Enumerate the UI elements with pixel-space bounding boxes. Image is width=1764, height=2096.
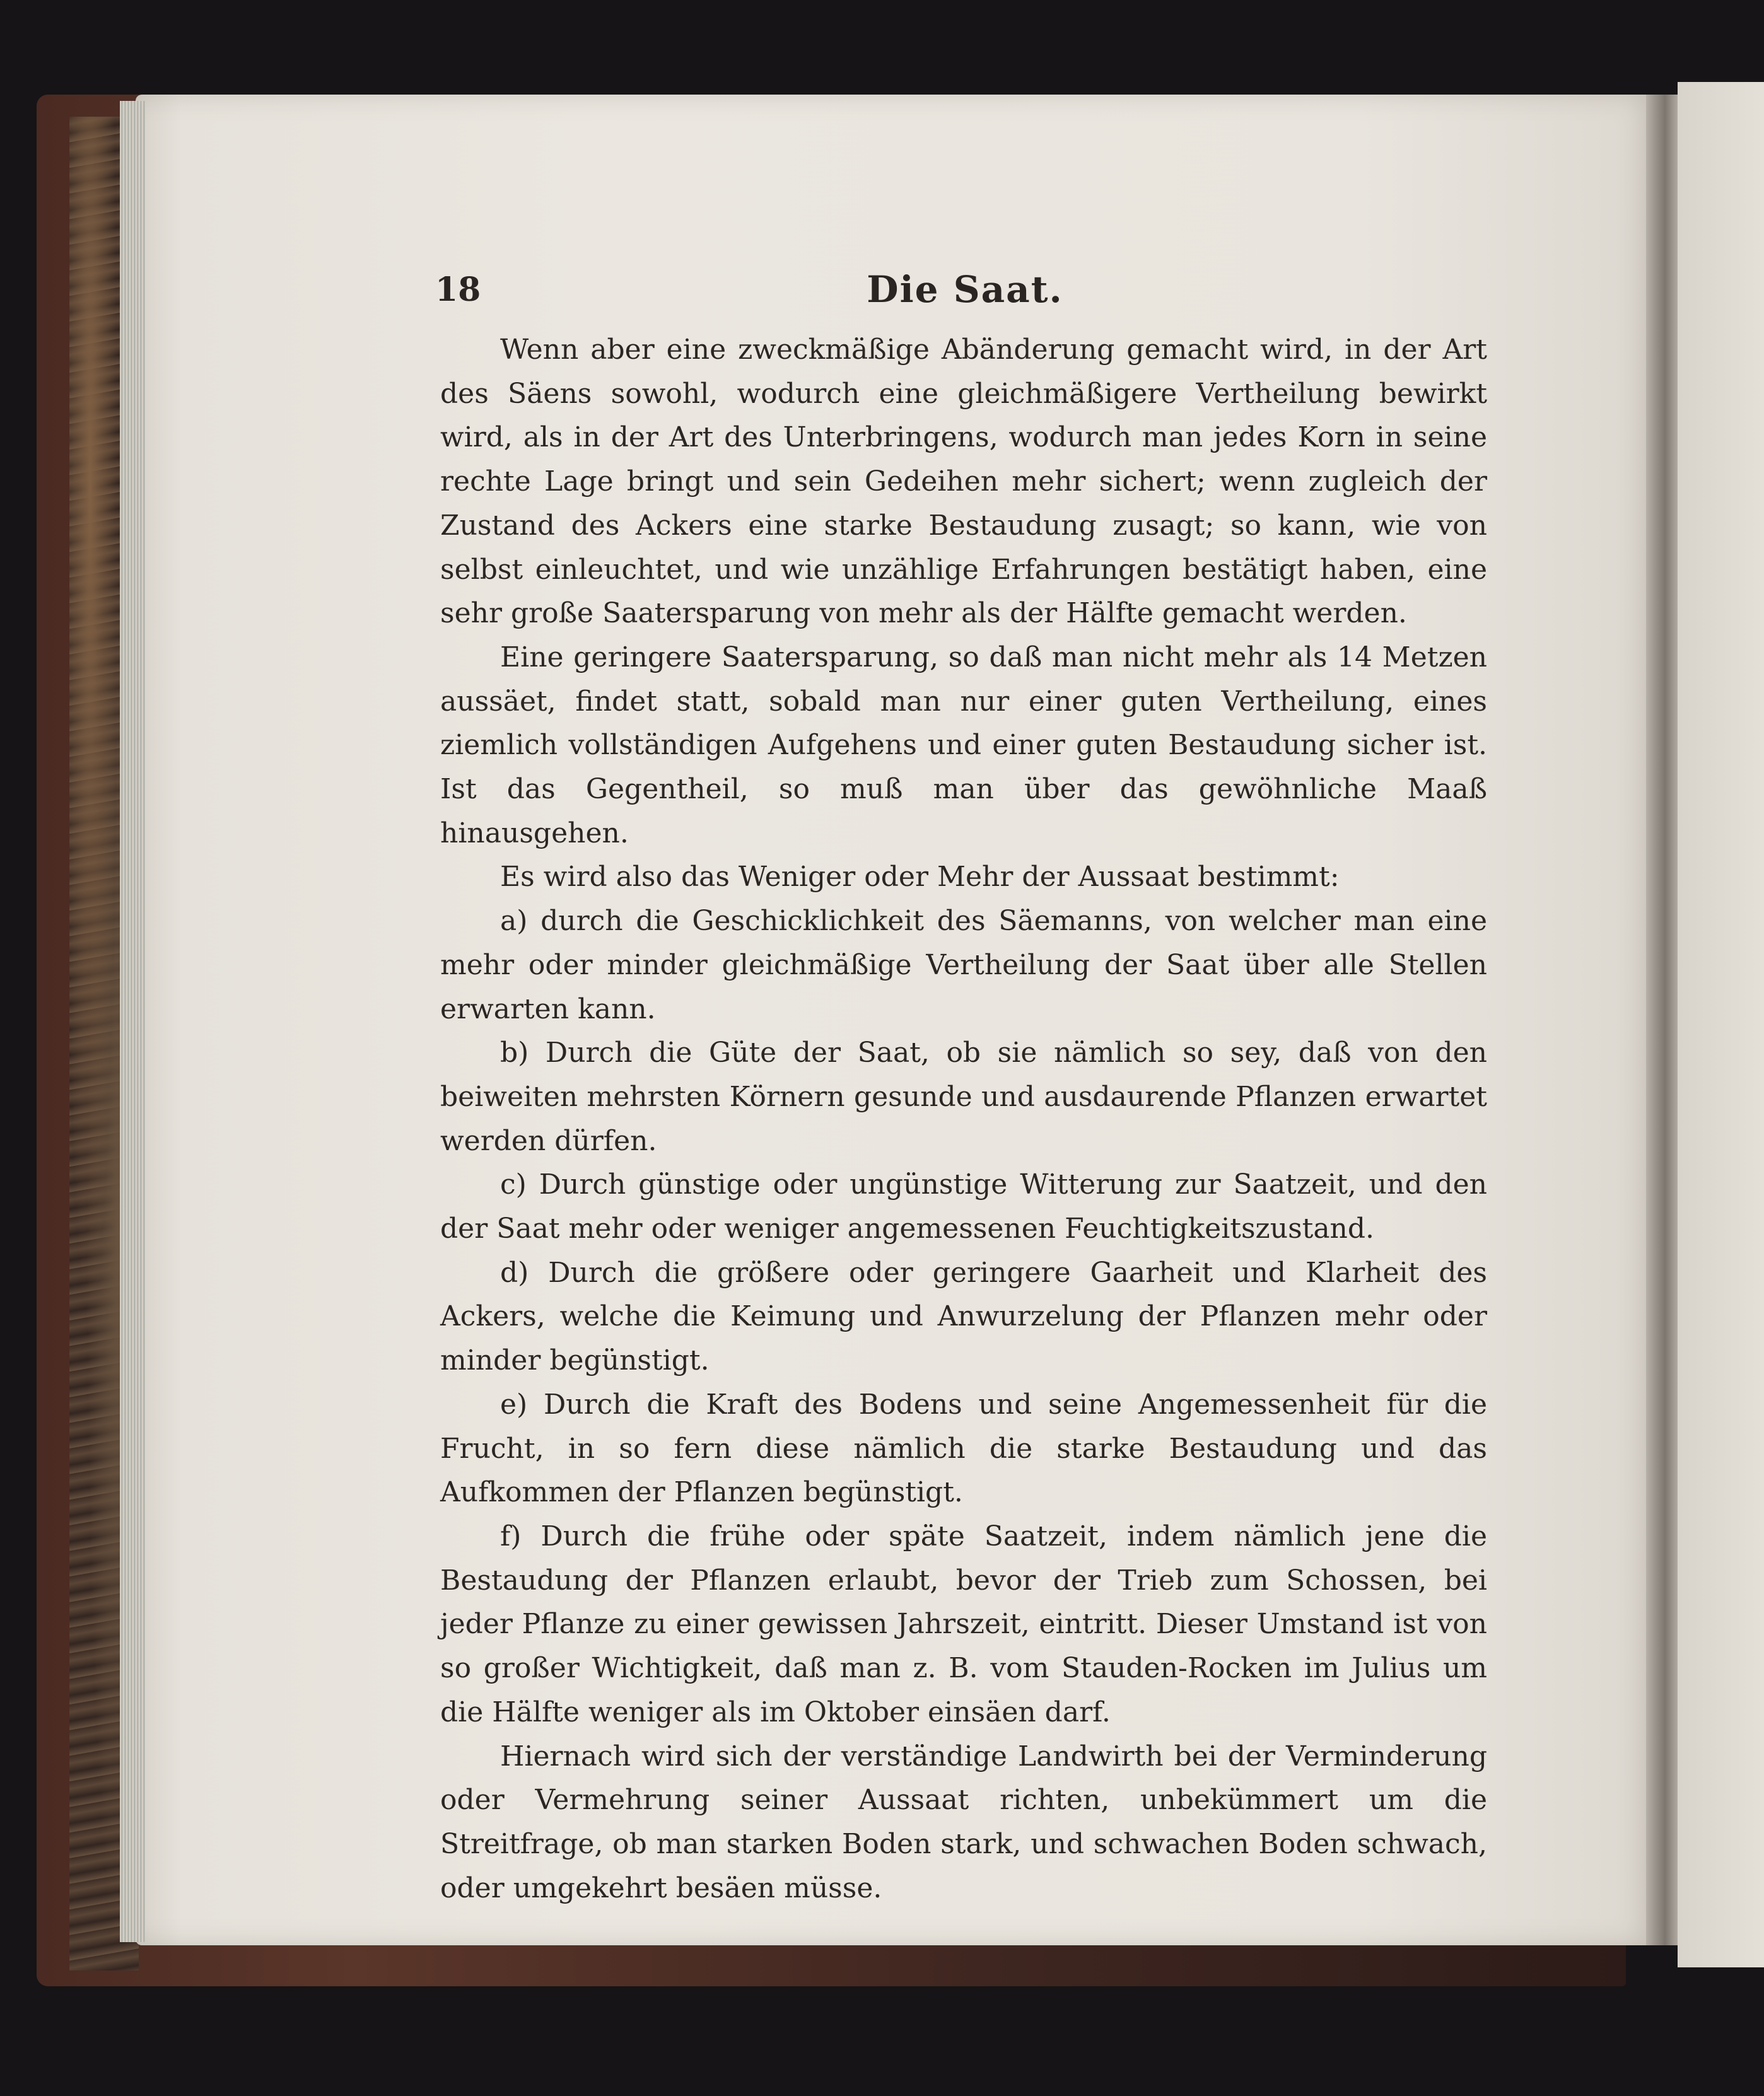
page-edges bbox=[120, 101, 145, 1942]
body-text bbox=[440, 328, 1487, 1910]
paragraph: Es wird also das Weniger oder Mehr der Aussaat bestimmt: bbox=[500, 861, 1340, 894]
running-head: Die Saat. bbox=[867, 268, 1063, 311]
list-item-c: c) Durch günstige oder ungünstige Witterung zur Saatzeit, und den der Saat mehr oder weniger angemessenen Feuchtigkeitszustand. bbox=[440, 1168, 1487, 1245]
list-item-a: a) durch die Geschicklichkeit des Säemanns, von welcher man eine mehr oder minder gleichmäßige Vertheilung der Saat über alle Stellen erwarten kann. bbox=[440, 905, 1487, 1025]
paragraph: Wenn aber eine zweckmäßige Abänderung gemacht wird, in der Art des Säens sowohl, wodurch eine gleichmäßigere Vertheilung bewirkt wird, als in der Art des Unterbringens, wodurch man jedes Korn in seine rechte Lage bringt und sein Gedeihen mehr sichert; wenn zugleich der Zustand des Ackers eine starke Bestaudung zusagt; so kann, wie von selbst einleuchtet, und wie unzählige Erfahrungen bestätigt haben, eine sehr große Saatersparung von mehr als der Hälfte gemacht werden. bbox=[440, 334, 1487, 630]
paragraph: Eine geringere Saatersparung, so daß man nicht mehr als 14 Metzen aussäet, findet statt, sobald man nur einer guten Vertheilung, eines ziemlich vollständigen Aufgehens und einer guten Bestaudung sicher ist. Ist das Gegentheil, so muß man über das gewöhnliche Maaß hinausgehen. bbox=[440, 641, 1487, 849]
list-item-f: f) Durch die frühe oder späte Saatzeit, indem nämlich jene die Bestaudung der Pflanzen erlaubt, bevor der Trieb zum Schossen, bei jeder Pflanze zu einer gewissen Jahrszeit, eintritt. Dieser Umstand ist von so großer Wichtigkeit, daß man z. B. vom Stauden-Rocken im Julius um die Hälfte weniger als im Oktober einsäen darf. bbox=[440, 1520, 1487, 1728]
paragraph: Hiernach wird sich der verständige Landwirth bei der Verminderung oder Vermehrung seiner Aussaat richten, unbekümmert um die Streitfrage, ob man starken Boden stark, und schwachen Boden schwach, oder umgekehrt besäen müsse. bbox=[440, 1740, 1487, 1904]
page-number: 18 bbox=[435, 271, 481, 309]
facing-page-edge bbox=[1678, 82, 1764, 1967]
list-item-b: b) Durch die Güte der Saat, ob sie nämlich so sey, daß von den beiweiten mehrsten Körnern gesunde und ausdaurende Pflanzen erwartet werden dürfen. bbox=[440, 1037, 1487, 1157]
page-header bbox=[435, 268, 1495, 318]
list-item-d: d) Durch die größere oder geringere Gaarheit und Klarheit des Ackers, welche die Keimung und Anwurzelung der Pflanzen mehr oder minder begünstigt. bbox=[440, 1256, 1487, 1377]
list-item-e: e) Durch die Kraft des Bodens und seine Angemessenheit für die Frucht, in so fern diese nämlich die starke Bestaudung und das Aufkommen der Pflanzen begünstigt. bbox=[440, 1388, 1487, 1509]
